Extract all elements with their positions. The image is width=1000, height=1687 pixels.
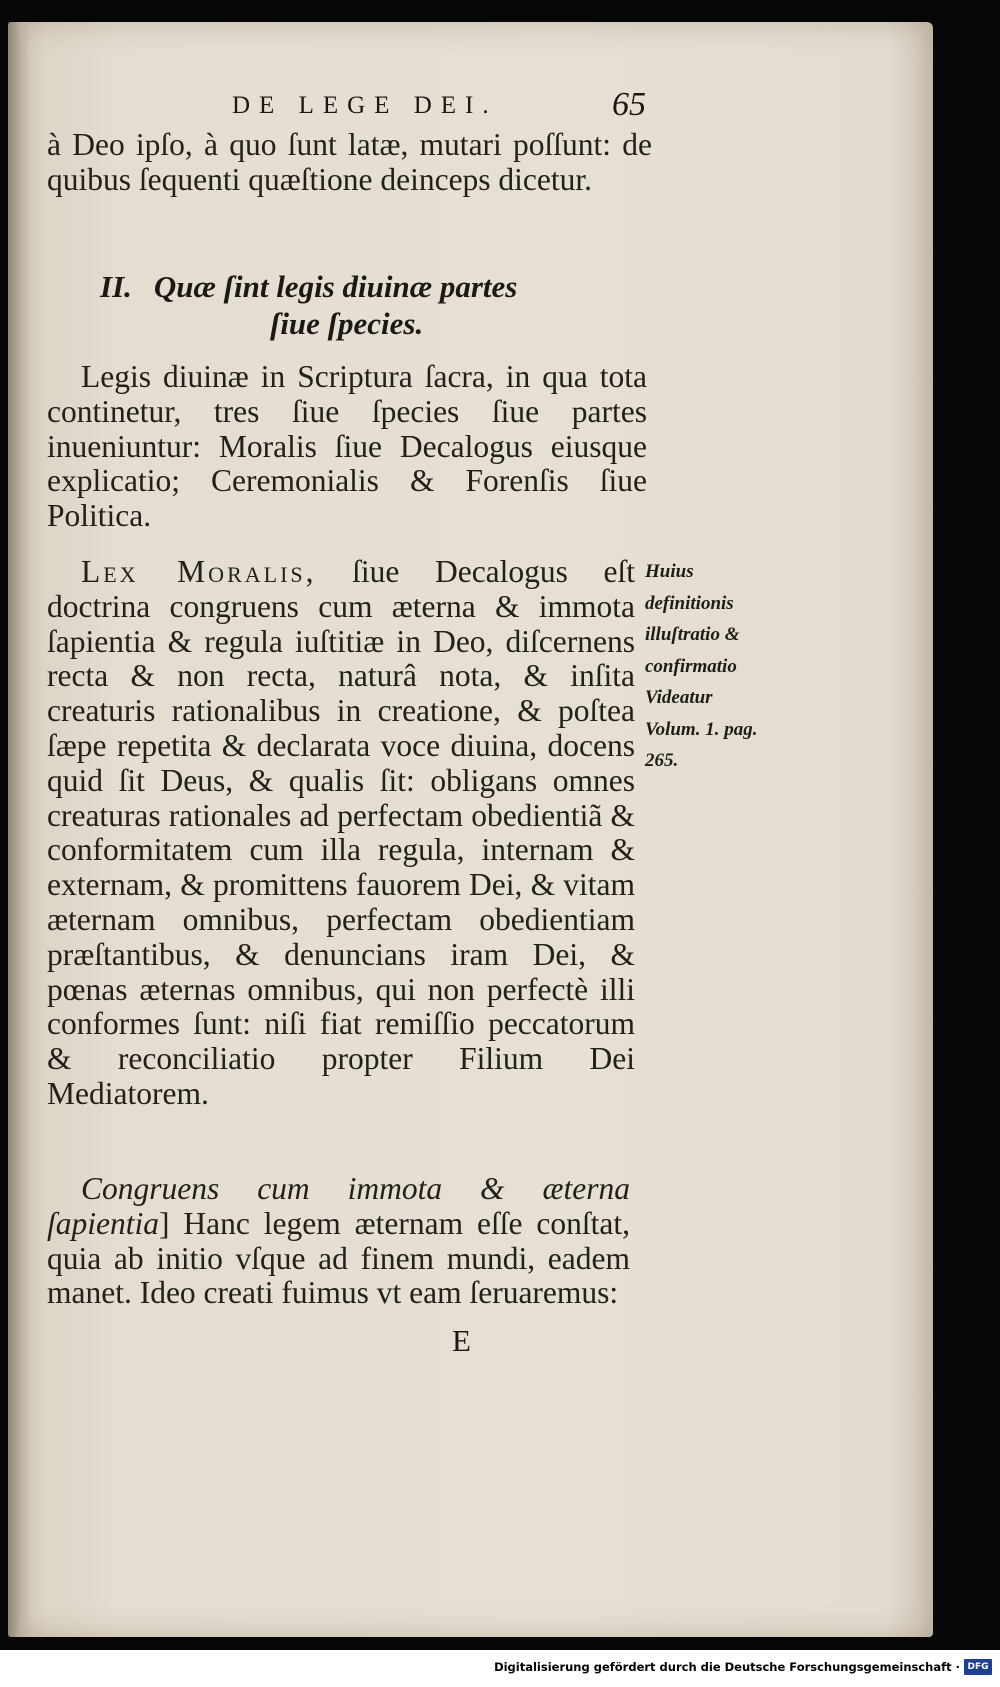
- paragraph-lex-moralis: [47, 555, 635, 1112]
- paragraph-text: ſiue Decalogus eſt doctrina congruens cum æterna & immota ſapientia & regula iuſtitiæ in Deo, diſcernens recta & non recta, naturâ nota, & inſita creaturis rationalibus in creatione, & poſtea ſæpe repetita & declarata voce diuina, docens quid ſit Deus, & qualis ſit: obligans omnes creaturas rationales ad perfectam obedientiã & conformitatem cum illa regula, internam & externam, & promittens fauorem Dei, & vitam æternam omnibus, perfectam obedientiam præſtantibus, & denuncians iram Dei, & pœnas æternas omnibus, qui non perfectè illi conformes ſunt: niſi fiat remiſſio peccatorum & reconciliatio propter Filium Dei Mediatorem.: [47, 554, 636, 1111]
- section-heading-line-2: ſiue ſpecies.: [270, 306, 424, 341]
- dfg-logo-icon: DFG: [964, 1659, 992, 1675]
- paragraph-body: [47, 555, 635, 1112]
- digitization-credit-bar: [0, 1650, 1000, 1687]
- marginal-note: Huius definitionis illuſtratio & confirmatio Videatur Volum. 1. pag. 265.: [645, 561, 758, 771]
- signature-mark: E: [452, 1323, 471, 1358]
- page-gutter-edge: [8, 22, 30, 1637]
- paragraph-body: [47, 1172, 630, 1311]
- section-heading: [100, 268, 620, 342]
- paragraph-text: Legis diuinæ in Scriptura ſacra, in qua tota continetur, tres ſiue ſpecies ſiue partes inueniuntur: Moralis ſiue Decalogus eiusque explicatio; Ceremonialis & Forenſis ſiue Politica.: [47, 359, 647, 534]
- running-head: DE LEGE DEI.: [232, 92, 498, 119]
- paragraph-commentary: [47, 1172, 630, 1311]
- intro-text: à Deo ipſo, à quo ſunt latæ, mutari poſſunt: de quibus ſequenti quæſtione deinceps dicetur.: [47, 127, 652, 197]
- section-heading-line-1: Quæ ſint legis diuinæ partes: [153, 269, 518, 304]
- credit-text: Digitalisierung gefördert durch die Deutsche Forschungsgemeinschaft ·: [494, 1660, 960, 1674]
- lemma-bracket: ]: [159, 1205, 170, 1241]
- intro-paragraph: [47, 128, 652, 198]
- section-number: II.: [100, 269, 132, 304]
- paragraph-lead-words: Lex Moralis,: [81, 554, 317, 589]
- paragraph-text: Hanc legem æternam eſſe conſtat, quia ab initio vſque ad finem mundi, eadem manet. Ideo creati fuimus vt eam ſeruaremus:: [47, 1205, 630, 1311]
- page-number: 65: [612, 86, 646, 123]
- paragraph-legis-diuinae: [47, 360, 647, 534]
- commentary-lemma: Congruens cum immota & æterna ſapientia: [47, 1171, 630, 1241]
